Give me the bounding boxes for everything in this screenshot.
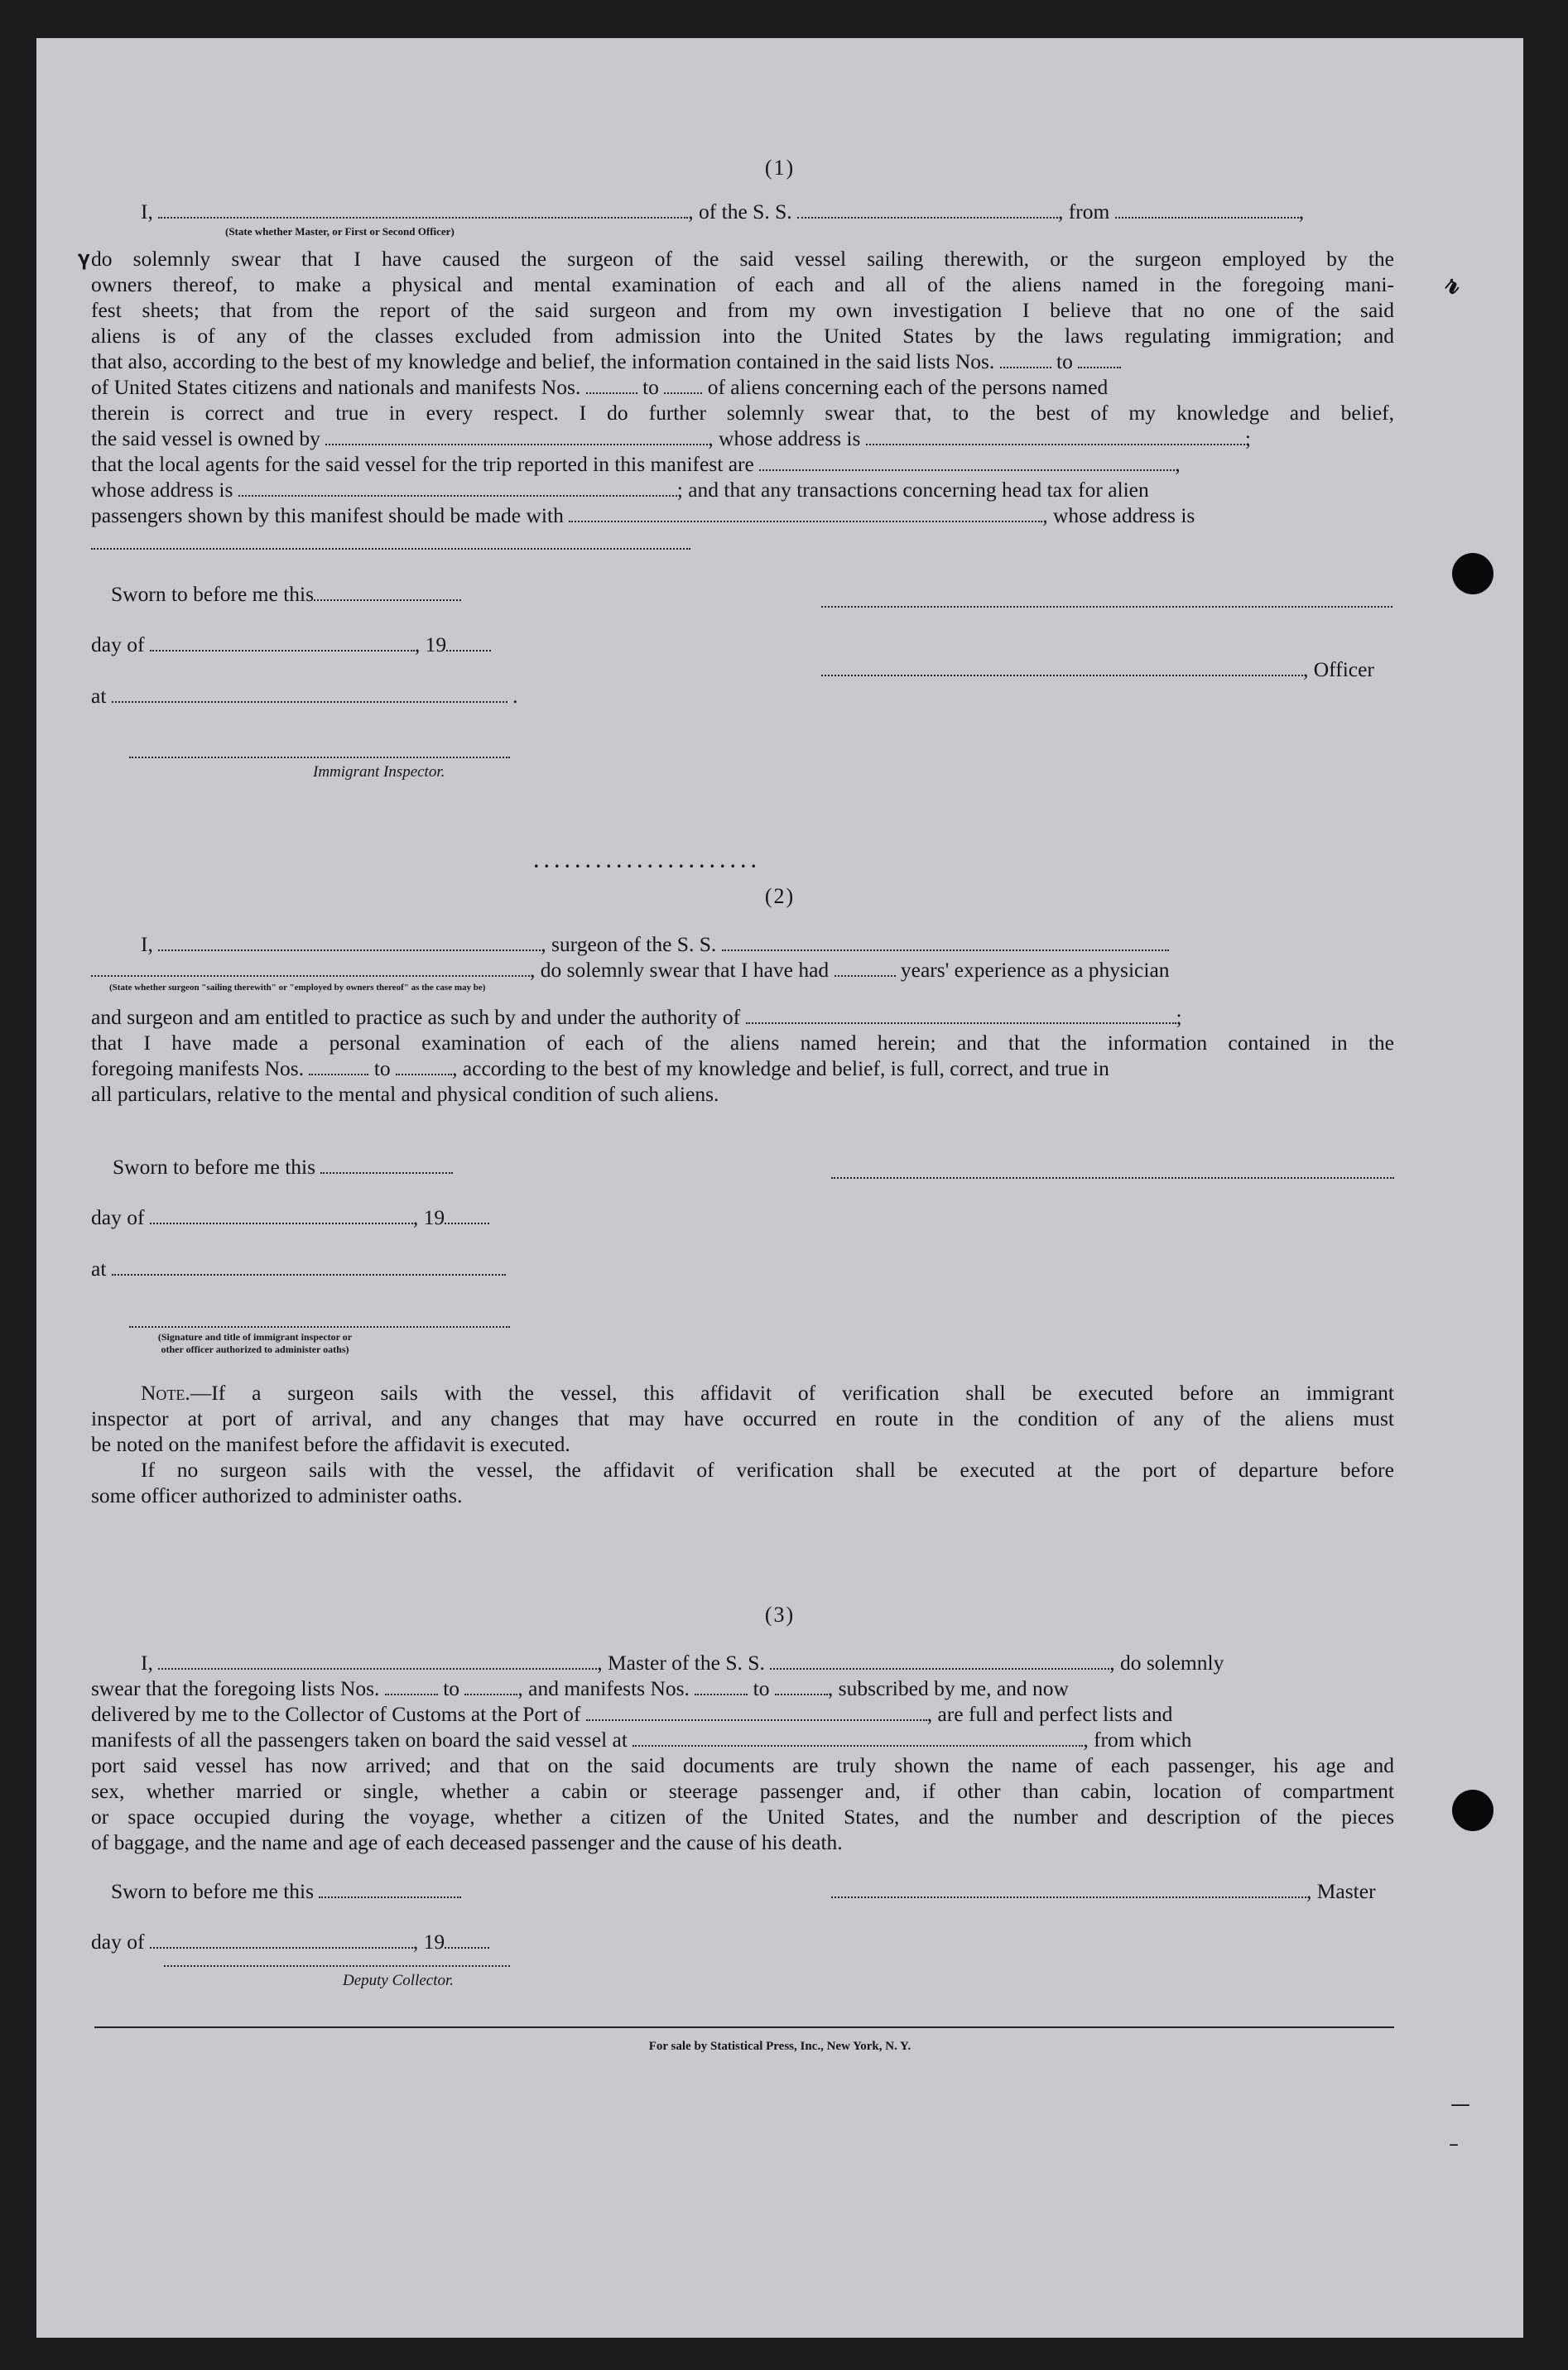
section-1-line-1: I, , of the S. S. , from ,: [141, 200, 1305, 224]
section-1-agents-line: that the local agents for the said vessel for the trip reported in this manifest are ,: [91, 452, 1181, 476]
section-1-at: at .: [91, 684, 518, 708]
section-1-headtax-line: passengers shown by this manifest should be made with , whose address is: [91, 503, 1195, 527]
section-1-body-line: aliens is of any of the classes excluded from admission into the United States by the laws regulating immigration; and: [91, 324, 1394, 348]
manifest-affidavit-page: 𝓇 (1) I, , of the S. S. , from , (State whether Master, or First or Second Officer) 𝛄 do solemnly swear that I have caused the surgeon of the said vessel sailing therewith, or the surgeon employed by the owners thereof, to make a physical and mental examination of each and all of the aliens named in the foregoing mani- fest sheets; that from the report of the said surgeon and from my own investigation I believe that no one of the said aliens is of any of the classes excluded from admission into the United States by the laws regulating immigration; and that also, according to the best of my knowledge and belief, the information contained in the said lists Nos. to of United States citizens and nationals and manifests Nos. to of aliens concerning each of the persons named therein is correct and true in every respect. I do further solemnly swear that, to the best of my knowledge and belief, the said vessel is owned by , whose address is ; that the local agents for the said vessel for the trip reported in this manifest are , whose address is ; and that any transactions concerning head tax for alien passengers shown by this manifest should be made with , whose address is Sworn to before me this day of , 19 , Officer at . Immigrant Inspector. ...................... (2) I, , surgeon of the S. S. , do solemnly swear that I have had years' experience as a physician (State whether surgeon "sailing therewith" or "employed by owners thereof" as the case may be) and surgeon and am entitled to practice as such by and under the authority of ; that I have made a personal examination of each of the aliens named herein; and that the information contained in the foregoing manifests Nos. to , according to the best of my knowledge and belief, is full, correct, and true in all particulars, relative to the mental and physical condition of such aliens. Sworn to before me this day of , 19 at (Signature and title of immigrant inspector or other officer authorized to administer oaths) Note.—If a surgeon sails with the vessel, this affidavit of verification shall be executed before an immigrant inspector at port of arrival, and any changes that may have occurred en route in the condition of any of the aliens must be noted on the manifest before the affidavit is executed. If no surgeon sails with the vessel, the affidavit of verification shall be executed at the port of departure before some officer authorized to administer oaths. (3) I, , Master of the S. S. , do solemnly swear that the foregoing lists Nos. to , and manifests Nos. to , subscribed by me, and now delivered by me to the Collector of Customs at the Port of , are full and perfect lists and manifests of all the passengers taken on board the said vessel at , from which port said vessel has now arrived; and that on the said documents are truly shown the name of each passenger, his age and sex, whether married or single, whether a cabin or steerage passenger and, if other than cabin, location of compartment or space occupied during the voyage, whether a citizen of the United States, and the number and description of the pieces of baggage, and the name and age of each deceased passenger and the cause of his death. Sworn to before me this , Master day of , 19 Deputy Collector. For sale by Statistical Press, Inc., New York, N. Y. — –: [36, 38, 1523, 2338]
punch-hole: [1452, 553, 1493, 594]
section-1-dayof: day of , 19: [91, 632, 491, 657]
manifest-no-from[interactable]: [309, 1074, 368, 1075]
ink-mark: 𝓇: [1445, 263, 1460, 301]
place-field[interactable]: [112, 701, 507, 703]
footer-rule: [94, 2026, 1394, 2028]
ink-mark: –: [1449, 2132, 1459, 2156]
section-3-line-1: I, , Master of the S. S. , do solemnly: [141, 1651, 1224, 1675]
agents-address-field[interactable]: [238, 495, 677, 497]
sworn-date-field[interactable]: [320, 1172, 453, 1174]
section-3-master: , Master: [831, 1879, 1376, 1904]
port-field[interactable]: [586, 1719, 927, 1721]
year-field[interactable]: [446, 650, 491, 651]
note-line: If no surgeon sails with the vessel, the affidavit of verification shall be executed at the port of departure before: [141, 1458, 1394, 1482]
punch-hole: [1452, 1790, 1493, 1831]
section-1-sworn: Sworn to before me this: [111, 582, 461, 607]
sworn-date-field[interactable]: [319, 1896, 461, 1898]
signature-caption: (Signature and title of immigrant inspector or other officer authorized to administer oaths): [157, 1331, 353, 1355]
section-1-body-line: fest sheets; that from the report of the said surgeon and from my own investigation I believe that no one of the said: [91, 298, 1394, 322]
owner-address-field[interactable]: [866, 444, 1245, 445]
deputy-signature-line[interactable]: [164, 1965, 510, 1967]
years-field[interactable]: [835, 975, 896, 977]
section-1-body-line: do solemnly swear that I have caused the surgeon of the said vessel sailing therewith, or the surgeon employed by the: [91, 247, 1394, 271]
manifest-no-from[interactable]: [586, 392, 637, 394]
section-2-at: at: [91, 1257, 506, 1281]
section-1-manifests-line: of United States citizens and nationals and manifests Nos. to of aliens concerning each of the persons named: [91, 375, 1109, 399]
section-2-heading: (2): [764, 884, 796, 908]
inspector-caption: Immigrant Inspector.: [313, 763, 445, 781]
note-line: be noted on the manifest before the affidavit is executed.: [91, 1432, 570, 1456]
master-name-field[interactable]: [158, 1668, 597, 1670]
section-1-heading: (1): [764, 156, 796, 180]
list-no-from[interactable]: [1000, 367, 1051, 368]
fill-line[interactable]: [158, 217, 688, 219]
section-3-body-line: or space occupied during the voyage, whether a citizen of the United States, and the number and description of the pieces: [91, 1805, 1394, 1829]
section-3-sworn: Sworn to before me this: [111, 1879, 461, 1904]
surgeon-status-field[interactable]: [91, 975, 530, 977]
section-3-line-4: manifests of all the passengers taken on board the said vessel at , from which: [91, 1728, 1192, 1752]
head-tax-address-field[interactable]: [91, 548, 690, 550]
year-field[interactable]: [445, 1223, 489, 1224]
day-field[interactable]: [150, 650, 415, 651]
inspector-signature-line[interactable]: [129, 757, 510, 758]
ink-mark: —: [1450, 2093, 1470, 2116]
section-2-sworn: Sworn to before me this: [113, 1155, 453, 1180]
list-no-to[interactable]: [1078, 367, 1121, 368]
manifest-no-to[interactable]: [664, 392, 702, 394]
section-2-authority-line: and surgeon and am entitled to practice as such by and under the authority of ;: [91, 1005, 1182, 1029]
head-tax-party-field[interactable]: [569, 521, 1042, 522]
section-2-line-1: I, , surgeon of the S. S.: [141, 932, 1394, 957]
deputy-caption: Deputy Collector.: [343, 1972, 455, 1989]
section-3-body-line: of baggage, and the name and age of each deceased passenger and the cause of his death.: [91, 1830, 843, 1854]
section-1-sub-caption: (State whether Master, or First or Second Officer): [225, 225, 455, 238]
year-field[interactable]: [445, 1947, 489, 1949]
section-2-body-line: all particulars, relative to the mental and physical condition of such aliens.: [91, 1082, 719, 1106]
surgeon-signature-line[interactable]: [831, 1177, 1394, 1179]
day-field[interactable]: [150, 1947, 413, 1949]
section-3-body-line: sex, whether married or single, whether a cabin or steerage passenger and, if other than cabin, location of compartment: [91, 1779, 1394, 1803]
section-2-body-line: that I have made a personal examination of each of the aliens named herein; and that the information contained in the: [91, 1031, 1394, 1055]
section-1-address-line: whose address is ; and that any transactions concerning head tax for alien: [91, 478, 1149, 502]
note-line: some officer authorized to administer oaths.: [91, 1483, 463, 1507]
section-3-line-2: swear that the foregoing lists Nos. to , and manifests Nos. to , subscribed by me, and now: [91, 1676, 1069, 1700]
place-field[interactable]: [112, 1274, 506, 1276]
section-1-owner-line: the said vessel is owned by , whose address is ;: [91, 426, 1251, 450]
section-2-manifests-line: foregoing manifests Nos. to , according to the best of my knowledge and belief, is full, correct, and true in: [91, 1056, 1109, 1080]
agents-field[interactable]: [759, 469, 1175, 471]
day-field[interactable]: [150, 1223, 413, 1224]
fill-line[interactable]: [1115, 217, 1299, 219]
vessel-name-field[interactable]: [770, 1668, 1109, 1670]
officer-field[interactable]: [821, 675, 1303, 676]
embark-port-field[interactable]: [632, 1745, 1083, 1747]
authority-field[interactable]: [746, 1022, 1176, 1024]
surgeon-name-field[interactable]: [158, 949, 541, 951]
note-line: inspector at port of arrival, and any changes that may have occurred en route in the condition of any of the aliens must: [91, 1406, 1394, 1430]
master-signature-line[interactable]: [831, 1896, 1306, 1898]
section-2-dayof: day of , 19: [91, 1205, 489, 1230]
manifest-no-to[interactable]: [775, 1694, 828, 1695]
list-no-to[interactable]: [464, 1694, 517, 1695]
section-1-lists-line: that also, according to the best of my knowledge and belief, the information contained in the said lists Nos. to: [91, 349, 1394, 374]
manifest-no-to[interactable]: [396, 1074, 452, 1075]
sworn-date-field[interactable]: [314, 599, 461, 601]
section-1-body-line: owners thereof, to make a physical and mental examination of each and all of the aliens named in the foregoing mani-: [91, 272, 1394, 296]
printer-imprint: For sale by Statistical Press, Inc., New York, N. Y.: [648, 2040, 911, 2053]
section-2-line-2: , do solemnly swear that I have had years' experience as a physician: [91, 958, 1394, 983]
list-no-from[interactable]: [385, 1694, 438, 1695]
section-2-sub-caption: (State whether surgeon "sailing therewith" or "employed by owners thereof" as the case may be): [109, 983, 486, 993]
section-1-body-line: therein is correct and true in every respect. I do further solemnly swear that, to the best of my knowledge and belief,: [91, 401, 1394, 425]
section-3-body-line: port said vessel has now arrived; and that on the said documents are truly shown the name of each passenger, his age and: [91, 1753, 1394, 1777]
officer-signature-line[interactable]: [821, 606, 1392, 608]
section-separator: ......................: [534, 851, 762, 872]
section-3-line-3: delivered by me to the Collector of Customs at the Port of , are full and perfect lists and: [91, 1702, 1173, 1726]
owner-field[interactable]: [325, 444, 708, 445]
vessel-name-field[interactable]: [722, 949, 1169, 951]
section-1-officer: , Officer: [821, 657, 1374, 682]
note-line: Note.—If a surgeon sails with the vessel, this affidavit of verification shall be executed before an immigrant: [141, 1381, 1394, 1405]
fill-line[interactable]: [797, 217, 1058, 219]
inspector-signature-line[interactable]: [129, 1326, 510, 1328]
section-3-heading: (3): [764, 1603, 796, 1627]
manifest-no-from[interactable]: [695, 1694, 748, 1695]
section-3-dayof: day of , 19: [91, 1930, 489, 1954]
